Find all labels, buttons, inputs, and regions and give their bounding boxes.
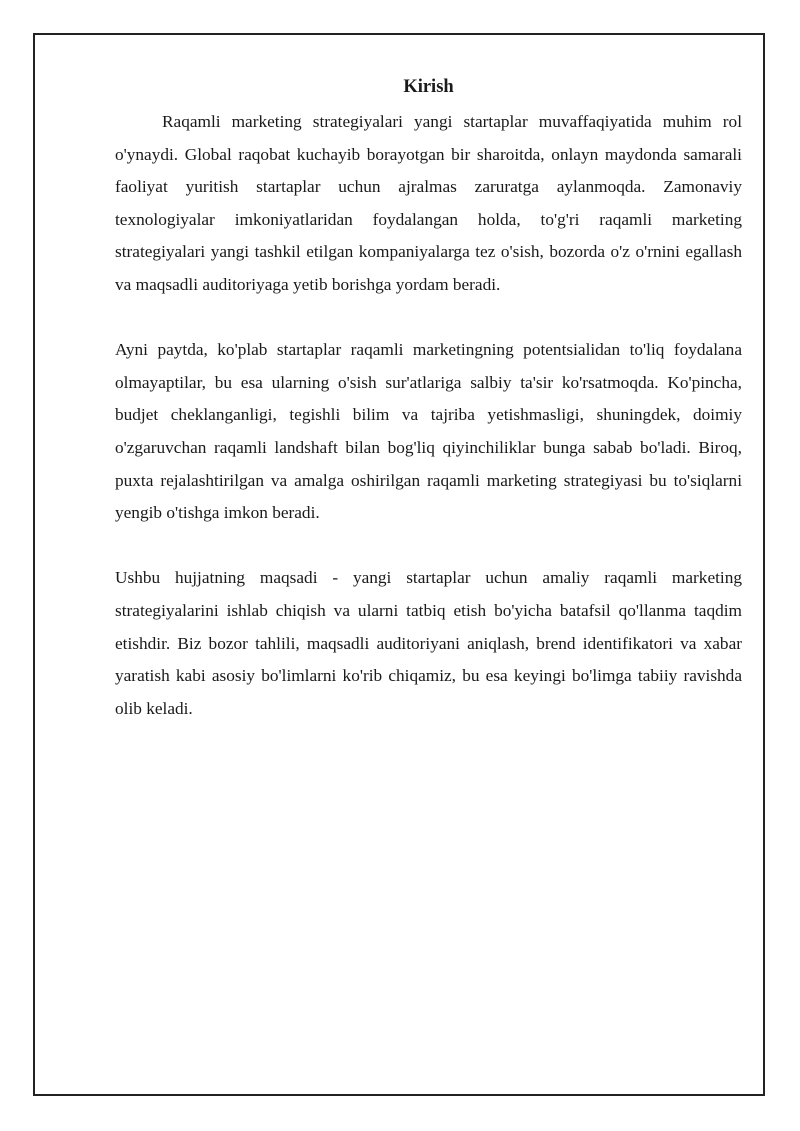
document-title: Kirish [403, 77, 454, 97]
document-body [115, 72, 742, 758]
paragraph-intro: Raqamli marketing strategiyalari yangi startaplar muvaffaqiyatida muhim rol o'ynaydi. Global raqobat kuchayib borayotgan bir sharoitda, onlayn maydonda samarali faoliyat yuritish startaplar uchun ajralmas zaruratga aylanmoqda. Zamonaviy texnologiyalar imkoniyatlaridan foydalangan holda, to'g'ri raqamli marketing strategiyalari yangi tashkil etilgan kompaniyalarga tez o'sish, bozorda o'z o'rnini egallash va maqsadli auditoriyaga yetib borishga yordam beradi. [115, 112, 742, 294]
paragraph-challenges: Ayni paytda, ko'plab startaplar raqamli marketingning potentsialidan to'liq foydalana olmayaptilar, bu esa ularning o'sish sur'atlariga salbiy ta'sir ko'rsatmoqda. Ko'pincha, budjet cheklanganligi, tegishli bilim va tajriba yetishmasligi, shuningdek, doimiy o'zgaruvchan raqamli landshaft bilan bog'liq qiyinchiliklar bunga sabab bo'ladi. Biroq, puxta rejalashtirilgan va amalga oshirilgan raqamli marketing strategiyasi bu to'siqlarni yengib o'tishga imkon beradi. [115, 340, 742, 523]
paragraph-purpose: Ushbu hujjatning maqsadi - yangi startaplar uchun amaliy raqamli marketing strategiyalarini ishlab chiqish va ularni tatbiq etish bo'yicha batafsil qo'llanma taqdim etishdir. Biz bozor tahlili, maqsadli auditoriyani aniqlash, brend identifikatori va xabar yaratish kabi asosiy bo'limlarni ko'rib chiqamiz, bu esa keyingi bo'limga tabiiy ravishda olib keladi. [115, 568, 742, 718]
